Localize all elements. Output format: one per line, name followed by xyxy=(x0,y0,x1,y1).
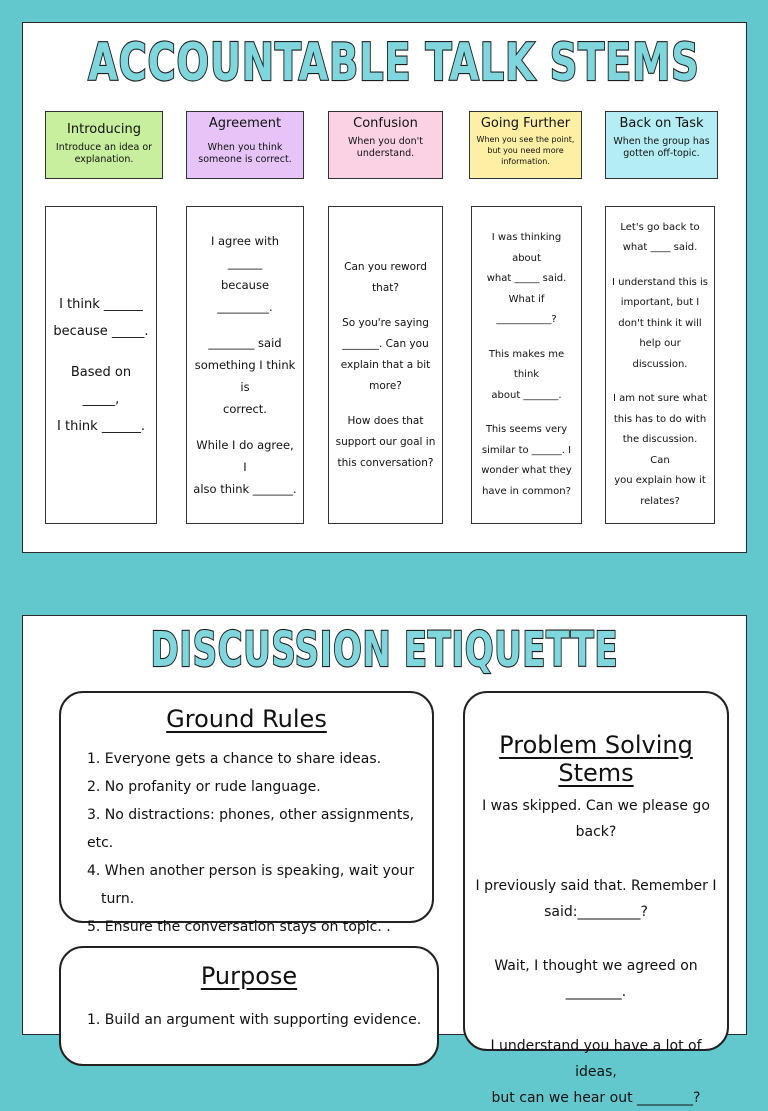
header-confusion-label: Confusion xyxy=(353,116,418,131)
stem-line: this has to do with xyxy=(613,413,707,425)
problem-solving-stem: said:_________? xyxy=(544,904,648,920)
ground-rule-item: 3. No distractions: phones, other assignments, etc. xyxy=(87,807,415,851)
stem-line: because _________. xyxy=(217,278,273,314)
header-going-further-label: Going Further xyxy=(480,116,571,131)
stem-line: explain that a bit xyxy=(340,358,431,371)
problem-solving-stems xyxy=(465,793,727,1111)
stem-line: have in common? xyxy=(482,485,571,497)
header-confusion xyxy=(328,111,443,179)
discussion-etiquette-title: DISCUSSION ETIQUETTE xyxy=(150,622,619,678)
stem-line: the discussion. Can xyxy=(622,434,698,466)
stem-line: relates? xyxy=(640,495,680,507)
stem-line: ________ said xyxy=(208,336,282,350)
stem-line: important, but I xyxy=(620,297,700,309)
purpose-box xyxy=(59,946,439,1066)
stem-line: also think _______. xyxy=(193,482,297,496)
stems-back-on-task xyxy=(605,206,715,524)
stem-line: I understand this is xyxy=(612,276,708,288)
stem-line: This seems very xyxy=(485,424,568,435)
header-introducing-label: Introducing xyxy=(67,122,141,137)
stems-introducing xyxy=(45,206,157,524)
stems-going-further xyxy=(471,206,582,524)
header-agreement xyxy=(186,111,304,179)
ground-rule-item: 1. Everyone gets a chance to share ideas. xyxy=(87,751,382,767)
stem-line: what _____ said. xyxy=(486,273,567,284)
stem-line: I was thinking about xyxy=(491,232,562,264)
purpose-item: 1. Build an argument with supporting evidence. xyxy=(87,1012,422,1028)
problem-solving-title: Problem Solving Stems xyxy=(499,731,693,787)
stem-line: I am not sure what xyxy=(612,393,708,405)
stem-line: I think ______ xyxy=(59,296,143,312)
problem-solving-box xyxy=(463,691,729,1106)
stem-spacer xyxy=(471,1005,721,1033)
stems-agreement xyxy=(186,206,304,524)
stem-line: because _____. xyxy=(53,323,149,339)
purpose-list xyxy=(87,1006,437,1034)
stem-line: While I do agree, I xyxy=(196,438,294,474)
problem-solving-stem: I understand you have a lot of ideas, xyxy=(490,1038,702,1080)
problem-solving-stem: I previously said that. Remember I xyxy=(475,878,717,894)
stem-line: _______. Can you xyxy=(342,337,429,350)
ground-rule-item: turn. xyxy=(101,891,135,907)
stem-line: what ____ said. xyxy=(622,242,698,254)
stem-line: This makes me think xyxy=(488,348,565,380)
header-back-on-task xyxy=(605,111,718,179)
stem-line: correct. xyxy=(223,402,267,416)
ground-rule-item: 5. Ensure the conversation stays on topic. . xyxy=(87,919,391,935)
accountable-talk-title: ACCOUNTABLE TALK STEMS xyxy=(88,33,700,93)
stems-confusion xyxy=(328,206,443,524)
ground-rules-box xyxy=(59,691,434,935)
header-introducing-subtext: Introduce an idea or explanation. xyxy=(55,142,153,165)
purpose-title: Purpose xyxy=(200,962,298,990)
header-going-further xyxy=(469,111,582,179)
ground-rule-item: 4. When another person is speaking, wait your xyxy=(87,863,415,879)
stem-line: similar to ______. I xyxy=(481,444,572,456)
stem-spacer xyxy=(471,925,721,953)
stem-line: Can you reword xyxy=(344,260,427,273)
ground-rule-item: 2. No profanity or rude language. xyxy=(87,779,321,795)
stem-line: support our goal in xyxy=(335,435,436,448)
header-agreement-label: Agreement xyxy=(208,116,282,131)
discussion-etiquette-panel xyxy=(22,615,747,1106)
stem-line: How does that xyxy=(347,414,424,427)
header-back-on-task-label: Back on Task xyxy=(619,116,704,131)
header-going-further-subtext: When you see the point, but you need more information. xyxy=(476,135,575,166)
stem-line: So you're saying xyxy=(342,316,429,329)
problem-solving-stem: I was skipped. Can we please go back? xyxy=(482,798,710,840)
stem-line: Based on _____, xyxy=(70,364,132,407)
stem-line: Let's go back to xyxy=(620,221,700,233)
stem-line: help our discussion. xyxy=(632,338,688,370)
problem-solving-stem: but can we hear out ________? xyxy=(491,1090,701,1106)
header-confusion-subtext: When you don't understand. xyxy=(348,136,423,159)
stem-spacer xyxy=(471,845,721,873)
stem-line: don't think it will xyxy=(618,317,702,329)
stem-line: this conversation? xyxy=(337,456,434,469)
header-introducing xyxy=(45,111,163,179)
stem-line: about _______. xyxy=(491,389,562,401)
accountable-talk-panel xyxy=(22,22,747,553)
stem-line: you explain how it xyxy=(614,475,706,487)
stem-line: wonder what they xyxy=(481,465,572,476)
header-agreement-subtext: When you think someone is correct. xyxy=(198,142,292,165)
stem-line: What if ___________? xyxy=(496,293,557,325)
stem-line: something I think is xyxy=(194,358,296,394)
stem-line: that? xyxy=(372,281,399,294)
stem-line: more? xyxy=(369,379,402,392)
stem-line: I agree with ______ xyxy=(210,234,280,270)
ground-rules-title: Ground Rules xyxy=(166,705,327,733)
problem-solving-stem: Wait, I thought we agreed on ________. xyxy=(494,958,698,1000)
header-back-on-task-subtext: When the group has gotten off-topic. xyxy=(613,136,710,159)
stem-line: I think ______. xyxy=(57,418,145,434)
ground-rules-list xyxy=(87,745,432,941)
